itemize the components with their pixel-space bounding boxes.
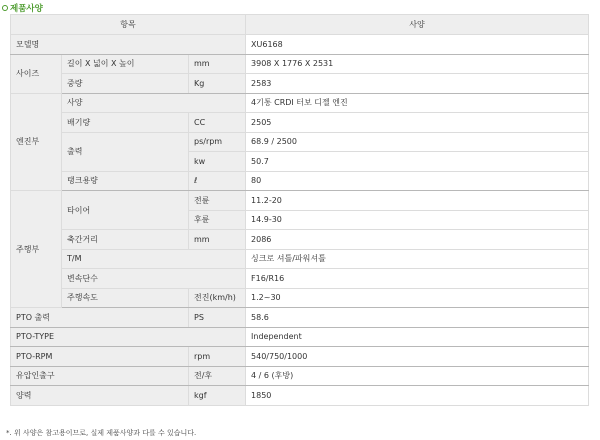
table-row (11, 249, 589, 269)
table-row (11, 269, 589, 289)
table-row (11, 191, 589, 211)
row-value-model: XU6168 (246, 35, 589, 55)
section-title-text: 제품사양 (10, 4, 43, 14)
row-label-engine-type: 사양 (62, 93, 246, 113)
table-row (11, 230, 589, 250)
table-row (11, 54, 589, 74)
row-label-output: 출력 (62, 132, 189, 171)
table-row (11, 288, 589, 308)
group-label-size: 사이즈 (11, 54, 62, 93)
row-value-wheelbase: 2086 (246, 230, 589, 250)
row-unit-dims: mm (189, 54, 246, 74)
footnote: *. 위 사양은 참고용이므로, 실제 제품사양과 다를 수 있습니다. (6, 429, 197, 437)
row-value-gears: F16/R16 (246, 269, 589, 289)
table-row (11, 35, 589, 55)
table-row (11, 347, 589, 367)
row-unit-pto-power: PS (189, 308, 246, 328)
row-unit-tire-front: 전륜 (189, 191, 246, 211)
row-unit-weight: Kg (189, 74, 246, 94)
row-label-pto-type: PTO-TYPE (11, 327, 246, 347)
row-label-tire: 타이어 (62, 191, 189, 230)
group-label-drive: 주행부 (11, 191, 62, 308)
row-value-tm: 싱크로 셔틀/파워셔틀 (246, 249, 589, 269)
row-label-weight: 중량 (62, 74, 189, 94)
table-header-row (11, 15, 589, 35)
row-unit-output-kw: kw (189, 152, 246, 172)
header-spec: 사양 (246, 15, 589, 35)
row-label-tm: T/M (62, 249, 246, 269)
row-value-output-ps: 68.9 / 2500 (246, 132, 589, 152)
header-item: 항목 (11, 15, 246, 35)
row-value-pto-power: 58.6 (246, 308, 589, 328)
table-row (11, 93, 589, 113)
row-unit-tank: ℓ (189, 171, 246, 191)
row-value-weight: 2583 (246, 74, 589, 94)
row-unit-pto-rpm: rpm (189, 347, 246, 367)
row-value-output-kw: 50.7 (246, 152, 589, 172)
row-value-pto-rpm: 540/750/1000 (246, 347, 589, 367)
table-row (11, 171, 589, 191)
row-value-engine-type: 4기통 CRDI 터보 디젤 엔진 (246, 93, 589, 113)
row-value-displacement: 2505 (246, 113, 589, 133)
bullet-icon (2, 5, 8, 11)
row-value-tire-front: 11.2-20 (246, 191, 589, 211)
section-title (2, 2, 43, 14)
row-unit-displacement: CC (189, 113, 246, 133)
row-label-displacement: 배기량 (62, 113, 189, 133)
row-value-dims: 3908 X 1776 X 2531 (246, 54, 589, 74)
row-label-hydraulic: 유압인출구 (11, 366, 189, 386)
table-row (11, 132, 589, 152)
row-label-model: 모델명 (11, 35, 246, 55)
row-label-lift: 양력 (11, 386, 189, 406)
row-value-tire-rear: 14.9-30 (246, 210, 589, 230)
row-label-pto-power: PTO 출력 (11, 308, 189, 328)
row-unit-output-ps: ps/rpm (189, 132, 246, 152)
row-unit-hydraulic: 전/후 (189, 366, 246, 386)
row-value-speed: 1.2~30 (246, 288, 589, 308)
group-label-engine: 엔진부 (11, 93, 62, 191)
row-value-pto-type: Independent (246, 327, 589, 347)
table-row (11, 327, 589, 347)
row-label-tank: 탱크용량 (62, 171, 189, 191)
row-label-wheelbase: 축간거리 (62, 230, 189, 250)
table-row (11, 308, 589, 328)
table-row (11, 113, 589, 133)
row-unit-wheelbase: mm (189, 230, 246, 250)
row-value-lift: 1850 (246, 386, 589, 406)
row-label-speed: 주행속도 (62, 288, 189, 308)
row-label-pto-rpm: PTO-RPM (11, 347, 189, 367)
row-value-tank: 80 (246, 171, 589, 191)
spec-table (10, 14, 589, 406)
table-row (11, 74, 589, 94)
row-unit-lift: kgf (189, 386, 246, 406)
table-row (11, 366, 589, 386)
row-label-gears: 변속단수 (62, 269, 246, 289)
row-unit-tire-rear: 후륜 (189, 210, 246, 230)
row-label-dims: 길이 X 넓이 X 높이 (62, 54, 189, 74)
row-unit-speed: 전진(km/h) (189, 288, 246, 308)
row-value-hydraulic: 4 / 6 (후방) (246, 366, 589, 386)
table-row (11, 386, 589, 406)
